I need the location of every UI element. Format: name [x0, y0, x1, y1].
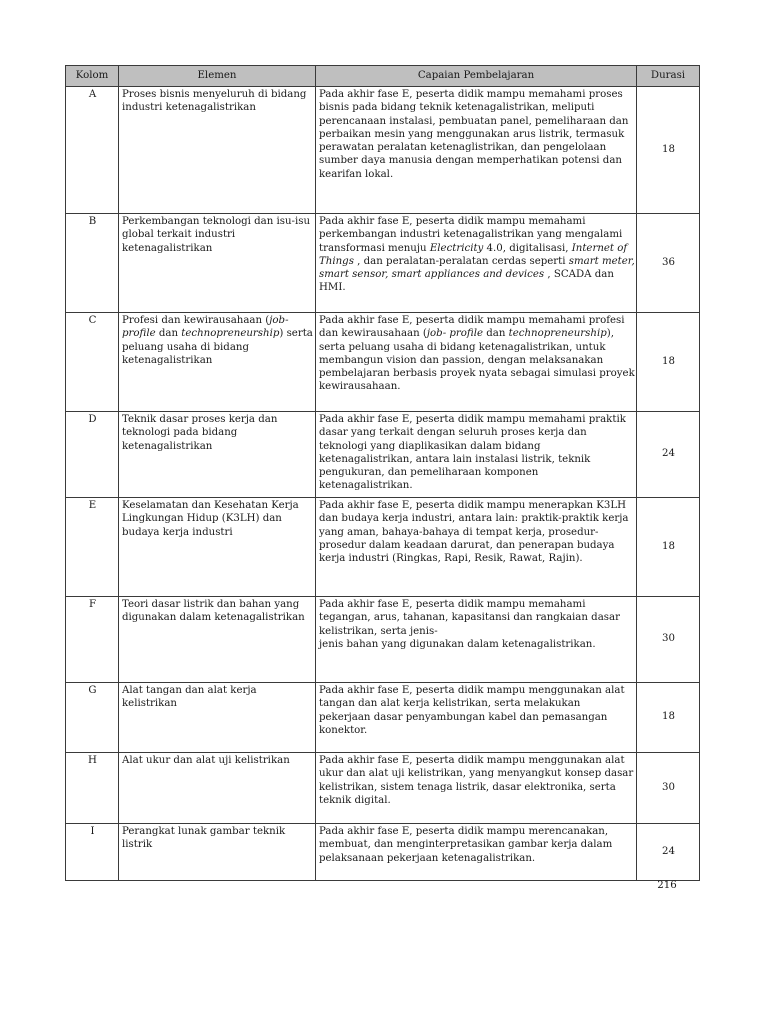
row-capaian-cell: Pada akhir fase E, peserta didik mampu menggunakan alat tangan dan alat kerja kelistrikan, serta melakukan pekerjaan dasar penyambungan kabel dan pemasangan konektor.: [316, 683, 637, 753]
row-kolom-cell: H: [66, 753, 119, 824]
row-elemen-cell: Proses bisnis menyeluruh di bidang industri ketenagalistrikan: [119, 87, 316, 214]
curriculum-table: [65, 65, 700, 881]
row-capaian-cell: Pada akhir fase E, peserta didik mampu menggunakan alat ukur dan alat uji kelistrikan, yang menyangkut konsep dasar kelistrikan, sistem tenaga listrik, dasar elektronika, serta teknik digital.: [316, 753, 637, 824]
table-row: [66, 498, 700, 597]
row-capaian-cell: Pada akhir fase E, peserta didik mampu memahami praktik dasar yang terkait dengan seluruh proses kerja dan teknologi yang diaplikasikan dalam bidang ketenagalistrikan, antara lain instalasi listrik, teknik pengukuran, dan pemeliharaan komponen ketenagalistrikan.: [316, 412, 637, 498]
header-durasi: Durasi: [637, 66, 700, 87]
row-capaian-cell: Pada akhir fase E, peserta didik mampu memahami tegangan, arus, tahanan, kapasitansi dan rangkaian dasar kelistrikan, serta jenis- jenis bahan yang digunakan dalam ketenagalistrikan.: [316, 597, 637, 683]
row-durasi-cell: 30: [637, 597, 700, 683]
row-kolom-cell: B: [66, 214, 119, 313]
row-elemen-cell: Teori dasar listrik dan bahan yang digunakan dalam ketenagalistrikan: [119, 597, 316, 683]
header-capaian: Capaian Pembelajaran: [316, 66, 637, 87]
row-capaian-cell: Pada akhir fase E, peserta didik mampu menerapkan K3LH dan budaya kerja industri, antara lain: praktik-praktik kerja yang aman, bahaya-bahaya di tempat kerja, prosedur- prosedur dalam keadaan darurat, dan penerapan budaya kerja industri (Ringkas, Rapi, Resik, Rawat, Rajin).: [316, 498, 637, 597]
table-row: [66, 824, 700, 881]
row-capaian-cell: Pada akhir fase E, peserta didik mampu memahami proses bisnis pada bidang teknik ketenagalistrikan, meliputi perencanaan instalasi, pembuatan panel, pemeliharaan dan perbaikan mesin yang menggunakan arus listrik, termasuk perawatan peralatan ketenaglistrikan, dan pengelolaan sumber daya manusia dengan memperhatikan potensi dan kearifan lokal.: [316, 87, 637, 214]
row-capaian-cell: Pada akhir fase E, peserta didik mampu merencanakan, membuat, dan menginterpretasikan gambar kerja dalam pelaksanaan pekerjaan ketenagalistrikan.: [316, 824, 637, 881]
row-elemen-cell: Alat ukur dan alat uji kelistrikan: [119, 753, 316, 824]
header-kolom: Kolom: [66, 66, 119, 87]
table-row: [66, 683, 700, 753]
row-durasi-cell: 36: [637, 214, 700, 313]
row-elemen-cell: Teknik dasar proses kerja dan teknologi pada bidang ketenagalistrikan: [119, 412, 316, 498]
row-durasi-cell: 18: [637, 683, 700, 753]
row-kolom-cell: E: [66, 498, 119, 597]
table-row: [66, 597, 700, 683]
row-kolom-cell: C: [66, 313, 119, 412]
table-row: [66, 753, 700, 824]
table-row: [66, 412, 700, 498]
row-durasi-cell: 24: [637, 412, 700, 498]
row-durasi-cell: 18: [637, 313, 700, 412]
row-kolom-cell: I: [66, 824, 119, 881]
row-elemen-cell: Profesi dan kewirausahaan (job-profile dan technopreneurship) serta peluang usaha di bidang ketenagalistrikan: [119, 313, 316, 412]
table-row: [66, 87, 700, 214]
row-durasi-cell: 18: [637, 498, 700, 597]
table-row: [66, 313, 700, 412]
table-row: [66, 214, 700, 313]
row-kolom-cell: A: [66, 87, 119, 214]
row-durasi-cell: 24: [637, 824, 700, 881]
row-elemen-cell: Perkembangan teknologi dan isu-isu global terkait industri ketenagalistrikan: [119, 214, 316, 313]
row-elemen-cell: Alat tangan dan alat kerja kelistrikan: [119, 683, 316, 753]
row-elemen-cell: Keselamatan dan Kesehatan Kerja Lingkungan Hidup (K3LH) dan budaya kerja industri: [119, 498, 316, 597]
row-capaian-cell: Pada akhir fase E, peserta didik mampu memahami perkembangan industri ketenagalistrikan yang mengalami transformasi menuju Electricity 4.0, digitalisasi, Internet of Things , dan peralatan-peralatan cerdas seperti smart meter, smart sensor, smart appliances and devices , SCADA dan HMI.: [316, 214, 637, 313]
row-elemen-cell: Perangkat lunak gambar teknik listrik: [119, 824, 316, 881]
row-kolom-cell: G: [66, 683, 119, 753]
header-elemen: Elemen: [119, 66, 316, 87]
row-kolom-cell: F: [66, 597, 119, 683]
row-capaian-cell: Pada akhir fase E, peserta didik mampu memahami profesi dan kewirausahaan (job- profile dan technopreneurship), serta peluang usaha di bidang ketenagalistrikan, untuk membangun vision dan passion, dengan melaksanakan pembelajaran berbasis proyek nyata sebagai simulasi proyek kewirausahaan.: [316, 313, 637, 412]
total-durasi: 216: [657, 880, 677, 891]
row-durasi-cell: 18: [637, 87, 700, 214]
row-durasi-cell: 30: [637, 753, 700, 824]
table-body: [66, 87, 700, 881]
row-kolom-cell: D: [66, 412, 119, 498]
header-row: [66, 66, 700, 87]
table-header: [66, 66, 700, 87]
